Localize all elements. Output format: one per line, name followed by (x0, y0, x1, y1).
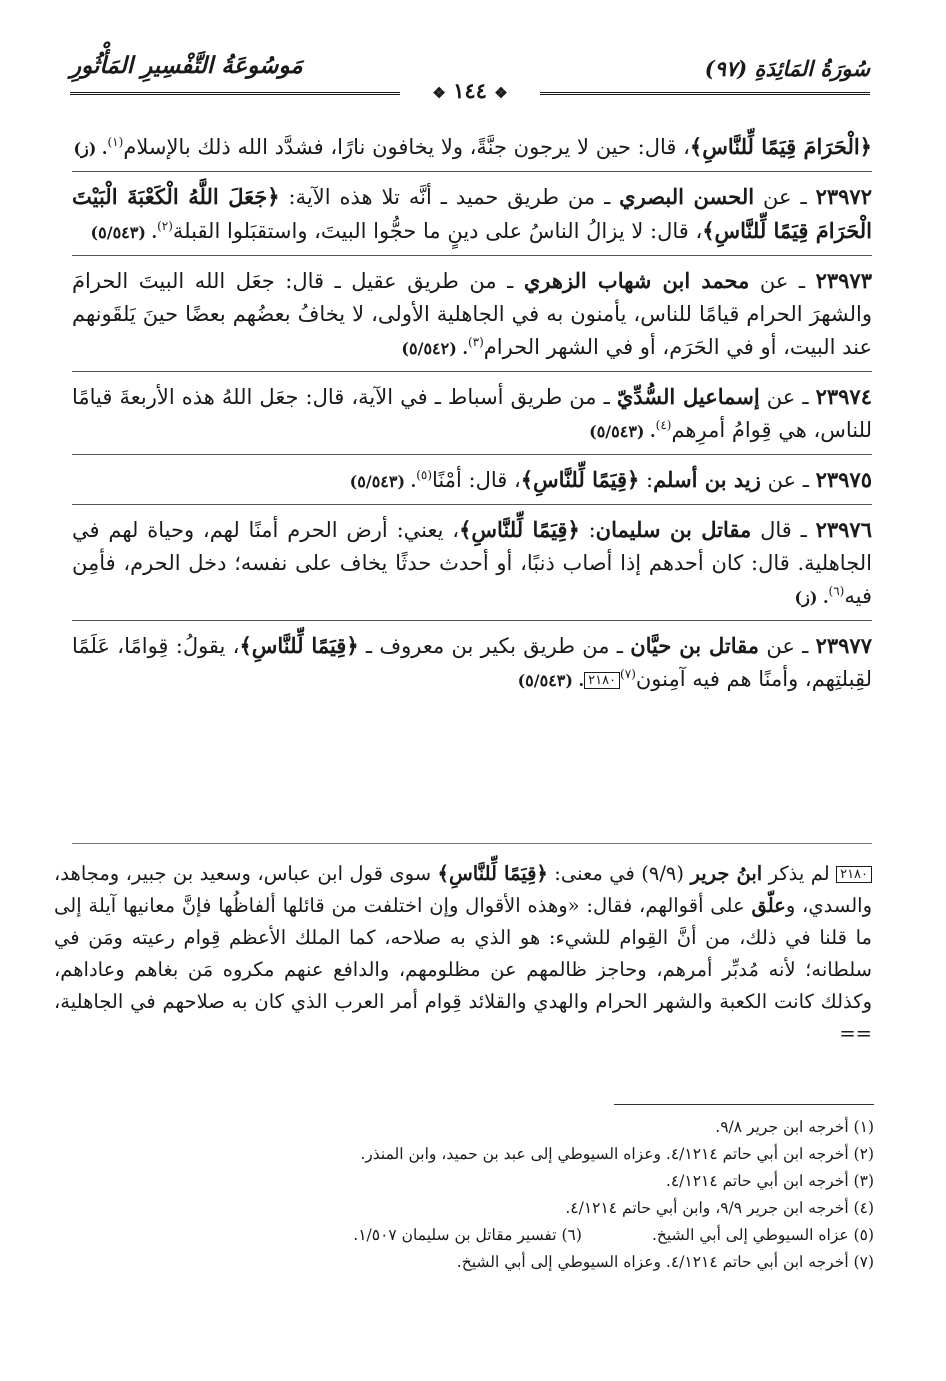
narrator-name: إسماعيل السُّدِّيّ (616, 384, 760, 409)
main-text (72, 130, 872, 703)
page-number-wrap (70, 78, 870, 103)
commentary-text: على أقوالهم، فقال: «وهذه الأقوال وإن اختلفت من قائلها ألفاظُها فإنَّ معانيها آيلة إلى ما قلنا في ذلك، من أنَّ القِوام للشيء: هو الذي به صلاحه، كما الملك الأعظم قِوام رعيته ومَن في سلطانه؛ لأنه مُدبِّر أمرهم، وحاجز ظالمهم عن مظلومهم، والدافع عنهم مكروه مَن بغاهم وعاداهم، وكذلك كانت الكعبة والشهر الحرام والهدي والقلائد قِوام أمر العرب الذي كان به صلاحهم في الجاهلية، == (54, 894, 872, 1045)
narration-number: ٢٣٩٧٧ (815, 633, 872, 658)
narration-text: ـ من طريق بكير بن معروف ـ (358, 634, 631, 658)
source-reference: . (٥/٥٤٣) (349, 472, 417, 491)
continuation-paragraph (72, 130, 872, 172)
source-reference: . (ز) (794, 588, 829, 607)
narration-text: ـ عن (754, 185, 816, 209)
quran-quote: ﴿الْحَرَامَ قِيَمًا لِّلنَّاسِ﴾ (689, 134, 872, 159)
quran-quote: ﴿قِيَمًا لِّلنَّاسِ﴾ (459, 517, 580, 542)
commentary-number-box: ٢١٨٠ (836, 866, 872, 883)
quran-quote: ﴿قِيَمًا لِّلنَّاسِ﴾ (520, 467, 640, 492)
narration-text: ـ من طريق عقيل ـ قال: جعَل الله البيتَ الحرامَ والشهرَ الحرام قيامًا للناس، يأمنون به في الجاهلية الأولى، لا يخافُ بعضُهم بعضًا حينَ يَلقَونهم عند البيت، أو في الحَرَم، أو في الشهر الحرام (72, 269, 872, 359)
narration-text: : (579, 518, 596, 542)
footnote: (٣) أخرجه ابن أبي حاتم ٤/١٢١٤. (665, 1172, 874, 1190)
source-reference: . (٥/٥٤٣) (90, 223, 158, 242)
book-title: مَوسُوعَةُ التَّفْسِيرِ المَأْثُورِ (70, 52, 303, 79)
running-header (70, 44, 870, 102)
commentary-bold-word: علّق (751, 894, 786, 917)
footnote-marker[interactable]: (٣) (467, 335, 484, 349)
quran-quote: ﴿قِيَمًا لِّلنَّاسِ﴾ (437, 862, 548, 885)
commentary-divider (72, 843, 872, 844)
narration-number: ٢٣٩٧٣ (815, 268, 872, 293)
footnote: (٤) أخرجه ابن جرير ٩/٩، وابن أبي حاتم ٤/١٢١٤. (565, 1199, 874, 1217)
narration-entry (72, 380, 872, 455)
narrator-name: الحسن البصري (619, 184, 755, 209)
commentary-link-box[interactable]: ٢١٨٠ (584, 672, 620, 689)
narration-text: ـ عن (749, 269, 816, 293)
surah-header: سُورَةُ المَائِدَةِ (٩٧) (704, 56, 870, 81)
narration-text: : (639, 468, 654, 492)
source-reference: . (٥/٥٤٣) (517, 671, 585, 690)
footnote-pair (74, 1222, 874, 1249)
footnote-marker[interactable]: (٢) (157, 219, 173, 233)
quran-quote: ﴿قِيَمًا لِّلنَّاسِ﴾ (239, 633, 359, 658)
footnote: (٢) أخرجه ابن أبي حاتم ٤/١٢١٤. وعزاه السيوطي إلى عبد بن حميد، وابن المنذر. (360, 1145, 874, 1163)
footnote: (٥) عزاه السيوطي إلى أبي الشيخ. (651, 1226, 874, 1244)
narration-entry (72, 264, 872, 372)
footnote-marker[interactable]: (٦) (828, 584, 845, 598)
commentary-text: لم يذكر (762, 862, 837, 885)
narration-entry (72, 629, 872, 703)
narrator-name: زيد بن أسلم (653, 467, 761, 492)
page-number: ١٤٤ (453, 78, 487, 103)
quran-quote: ﴿جَعَلَ اللَّهُ الْكَعْبَةَ الْبَيْتَ الْحَرَامَ قِيَمًا لِّلنَّاسِ﴾ (72, 184, 872, 243)
narration-number: ٢٣٩٧٤ (815, 384, 872, 409)
footnote: (٧) أخرجه ابن أبي حاتم ٤/١٢١٤. وعزاه السيوطي إلى أبي الشيخ. (456, 1253, 874, 1271)
source-reference: . (٥/٥٤٢) (401, 339, 468, 358)
narration-text: ، قال: أمْنًا (432, 468, 521, 492)
narrator-name: مقاتل بن سليمان (595, 517, 752, 542)
narration-text: ـ عن (759, 385, 816, 409)
narration-text: ، قال: لا يزالُ الناسُ على دينٍ ما حجُّوا البيتَ، واستقبَلوا القبلة (172, 219, 703, 243)
source-reference: . (٥/٥٤٣) (589, 422, 656, 441)
footnote-marker[interactable]: (٥) (416, 468, 433, 482)
ornament-icon: ❖ (432, 84, 446, 102)
footnote-marker[interactable]: (٤) (655, 418, 672, 432)
footnote-marker[interactable]: (٧) (620, 667, 636, 681)
ornament-icon: ❖ (494, 84, 508, 102)
narration-text: ، يعني: أرض الحرم أمنًا لهم، وحياة لهم في الجاهلية. قال: كان أحدهم إذا أصاب ذنبًا، أو أحدث حدثًا يخاف على نفسه؛ دخل الحرم، فأمِن فيه (72, 518, 872, 608)
commentary-author: ابنُ جرير (690, 862, 763, 885)
footnote: (١) أخرجه ابن جرير ٩/٨. (715, 1118, 874, 1136)
narration-entry (72, 180, 872, 256)
commentary-text: سوى قول ابن عباس، وسعيد بن جبير، ومجاهد، والسدي، و (54, 862, 872, 917)
footnote-marker[interactable]: (١) (107, 135, 124, 149)
footnotes (74, 1114, 874, 1276)
footnote-rule (614, 1104, 874, 1105)
commentary-block (54, 858, 872, 1050)
narration-number: ٢٣٩٧٥ (815, 467, 872, 492)
source-reference: . (ز) (73, 139, 108, 158)
narration-text: ، قال: حين لا يرجون جنَّةً، ولا يخافون نارًا، فشدَّد الله ذلك بالإسلام (123, 135, 690, 159)
narration-number: ٢٣٩٧٢ (815, 184, 872, 209)
narrator-name: مقاتل بن حيَّان (630, 633, 760, 658)
narrator-name: محمد ابن شهاب الزهري (523, 268, 750, 293)
narration-text: ـ عن (760, 468, 816, 492)
footnote: (٦) تفسير مقاتل بن سليمان ١/٥٠٧. (353, 1226, 582, 1244)
narration-text: ـ من طريق أسباط ـ في الآية، قال: جعَل اللهُ هذه الأربعةَ قيامًا للناس، هي قِوامُ أمرِهم (72, 385, 872, 442)
narration-text: ـ عن (759, 634, 816, 658)
narration-text: ـ قال (751, 518, 816, 542)
commentary-text: (٩/٩) في معنى: (547, 862, 691, 885)
narration-number: ٢٣٩٧٦ (815, 517, 872, 542)
narration-entry (72, 513, 872, 621)
narration-text: ـ من طريق حميد ـ أنَّه تلا هذه الآية: (279, 185, 620, 209)
narration-text: ، يقولُ: قِوامًا، عَلَمًا لقِبلتِهم، وأمنًا هم فيه آمِنون (72, 634, 872, 691)
narration-entry (72, 463, 872, 505)
